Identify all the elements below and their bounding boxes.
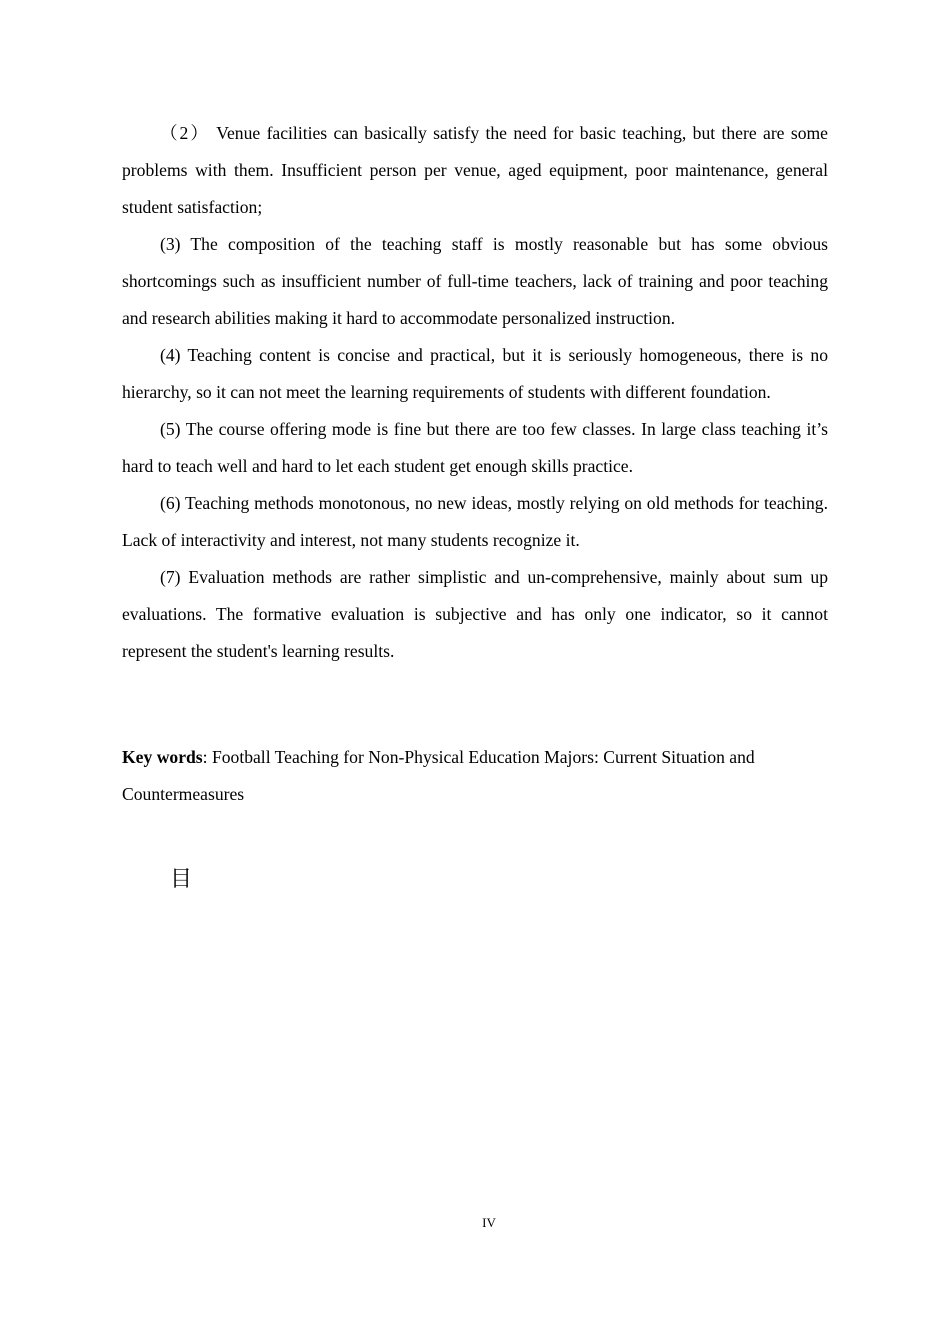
page-number: IV: [482, 1215, 496, 1230]
keywords-text: Football Teaching for Non-Physical Education Majors: Current Situation and Countermeasures: [122, 747, 755, 804]
paragraph-teaching-staff: (3) The composition of the teaching staff is mostly reasonable but has some obvious shortcomings such as insufficient number of full-time teachers, lack of training and poor teaching and research abilities making it hard to accommodate personalized instruction.: [122, 234, 828, 328]
paragraph-teaching-methods: (6) Teaching methods monotonous, no new ideas, mostly relying on old methods for teaching. Lack of interactivity and interest, not many students recognize it.: [122, 493, 828, 550]
keywords-block: [122, 739, 828, 813]
paragraph-teaching-content: (4) Teaching content is concise and practical, but it is seriously homogeneous, there is no hierarchy, so it can not meet the learning requirements of students with different foundation.: [122, 345, 828, 402]
toc-heading: 目: [170, 867, 193, 892]
keywords-separator: :: [202, 747, 212, 767]
keywords-label: Key words: [122, 747, 203, 767]
conclusions-list: [122, 115, 828, 670]
paragraph-course-offering: (5) The course offering mode is fine but there are too few classes. In large class teaching it’s hard to teach well and hard to let each student get enough skills practice.: [122, 419, 828, 476]
paragraph-venue-facilities: （2） Venue facilities can basically satisfy the need for basic teaching, but there are some problems with them. Insufficient person per venue, aged equipment, poor maintenance, general student satisfaction;: [122, 123, 828, 217]
paragraph-evaluation-methods: (7) Evaluation methods are rather simplistic and un-comprehensive, mainly about sum up evaluations. The formative evaluation is subjective and has only one indicator, so it cannot represent the student's learning results.: [122, 567, 828, 661]
